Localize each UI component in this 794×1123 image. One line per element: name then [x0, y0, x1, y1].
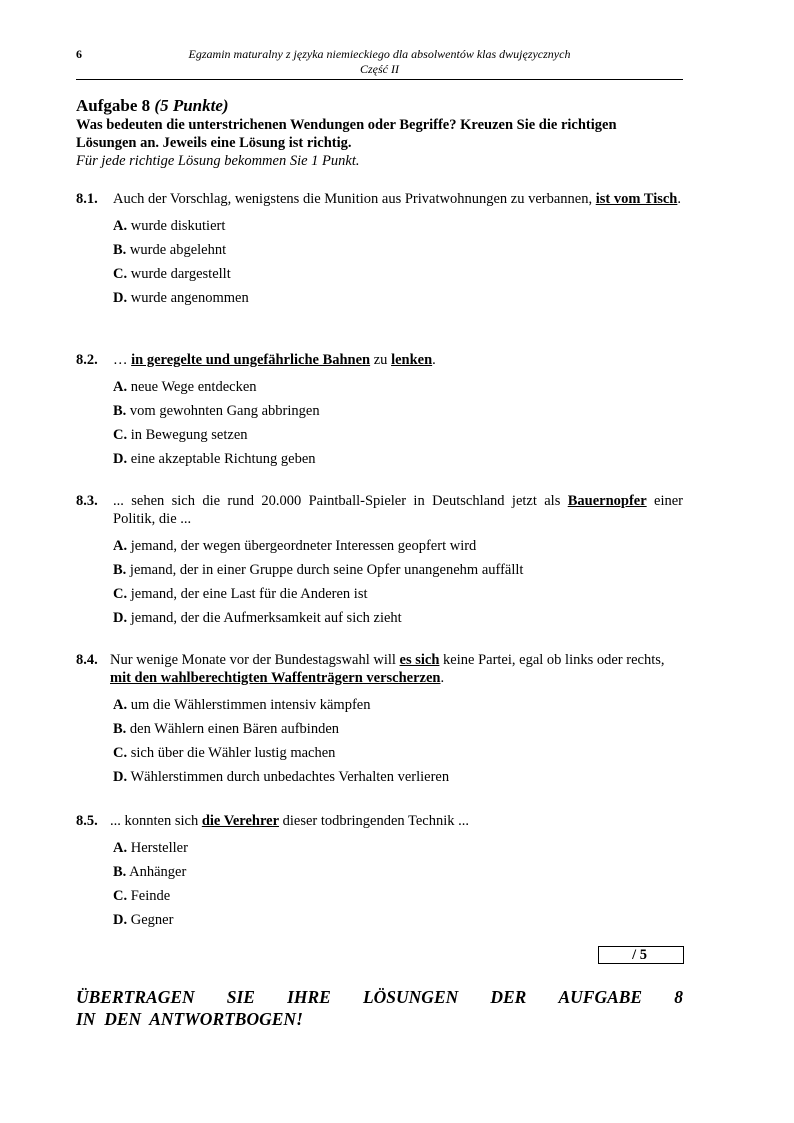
task-intro: [76, 96, 683, 170]
option-text: vom gewohnten Gang abbringen: [129, 403, 320, 419]
option-letter: B.: [113, 562, 127, 578]
option-letter: C.: [113, 745, 128, 761]
option-letter: A.: [113, 840, 128, 856]
option-letter: C.: [113, 427, 128, 443]
answer-options: [76, 537, 683, 633]
answer-options: [76, 217, 683, 313]
option-letter: A.: [113, 538, 128, 554]
stem-text: zu: [370, 352, 392, 368]
transfer-word: IHRE: [287, 987, 331, 1007]
underlined-phrase: in geregelte und ungefährliche Bahnen: [131, 352, 371, 368]
option-a[interactable]: [113, 537, 683, 561]
option-text: Wählerstimmen durch unbedachtes Verhalten verlieren: [130, 769, 450, 785]
transfer-word: SIE: [226, 987, 255, 1007]
option-letter: D.: [113, 290, 128, 306]
option-text: Hersteller: [130, 840, 188, 856]
question-stem: [76, 812, 683, 830]
option-text: jemand, der in einer Gruppe durch seine Opfer unangenehm auffällt: [129, 562, 524, 578]
stem-text: Auch der Vorschlag, wenigstens die Munition aus Privatwohnungen zu verbannen,: [113, 191, 596, 207]
option-text: Feinde: [130, 888, 171, 904]
option-letter: A.: [113, 379, 128, 395]
option-letter: C.: [113, 266, 128, 282]
option-text: in Bewegung setzen: [130, 427, 248, 443]
transfer-instruction: [76, 986, 683, 1030]
question-8-3: [76, 492, 683, 633]
stem-text: .: [440, 670, 445, 686]
option-letter: D.: [113, 451, 128, 467]
option-a[interactable]: [113, 217, 683, 241]
option-text: Gegner: [130, 912, 174, 928]
stem-text: ... konnten sich: [110, 813, 202, 829]
option-b[interactable]: [113, 402, 683, 426]
option-text: jemand, der eine Last für die Anderen ist: [130, 586, 368, 602]
stem-text: Nur wenige Monate vor der Bundestagswahl will: [110, 652, 400, 668]
option-text: neue Wege entdecken: [130, 379, 257, 395]
option-letter: B.: [113, 864, 127, 880]
option-a[interactable]: [113, 378, 683, 402]
stem-text: ... sehen sich die rund 20.000 Paintball-Spieler in Deutschland jetzt als: [113, 493, 568, 509]
question-stem: [76, 190, 683, 208]
option-text: jemand, der wegen übergeordneter Interessen geopfert wird: [130, 538, 477, 554]
transfer-word: DER: [490, 987, 527, 1007]
option-c[interactable]: [113, 585, 683, 609]
option-text: wurde diskutiert: [130, 218, 226, 234]
stem-text: dieser todbringenden Technik ...: [279, 813, 470, 829]
option-d[interactable]: [113, 609, 683, 633]
stem-text: keine Partei, egal ob links oder rechts,: [439, 652, 665, 668]
option-c[interactable]: [113, 426, 683, 450]
exam-title-line1: Egzamin maturalny z języka niemieckiego dla absolwentów klas dwujęzycznych: [188, 47, 571, 61]
option-d[interactable]: [113, 289, 683, 313]
question-8-5: [76, 812, 683, 935]
question-stem: [76, 651, 683, 687]
option-text: den Wählern einen Bären aufbinden: [129, 721, 340, 737]
option-c[interactable]: [113, 887, 683, 911]
question-8-1: [76, 190, 683, 313]
option-text: wurde angenommen: [130, 290, 249, 306]
question-number: 8.4.: [76, 652, 98, 668]
task-title-text: Aufgabe 8: [76, 96, 151, 115]
option-letter: D.: [113, 769, 128, 785]
option-text: jemand, der die Aufmerksamkeit auf sich zieht: [130, 610, 402, 626]
option-b[interactable]: [113, 863, 683, 887]
question-stem: [76, 351, 683, 369]
option-letter: A.: [113, 697, 128, 713]
underlined-phrase: die Verehrer: [201, 813, 280, 829]
option-text: sich über die Wähler lustig machen: [130, 745, 336, 761]
option-letter: B.: [113, 403, 127, 419]
task-note: Für jede richtige Lösung bekommen Sie 1 Punkt.: [76, 153, 360, 169]
transfer-word: AUFGABE: [558, 987, 643, 1007]
transfer-word: 8: [674, 987, 683, 1007]
option-text: um die Wählerstimmen intensiv kämpfen: [130, 697, 371, 713]
option-d[interactable]: [113, 768, 683, 792]
option-text: eine akzeptable Richtung geben: [130, 451, 316, 467]
transfer-line1: [76, 986, 683, 1008]
underlined-phrase: lenken: [391, 352, 433, 368]
option-a[interactable]: [113, 696, 683, 720]
option-letter: A.: [113, 218, 128, 234]
option-b[interactable]: [113, 241, 683, 265]
question-number: 8.1.: [76, 191, 98, 207]
underlined-phrase: Bauernopfer: [567, 493, 647, 509]
option-letter: D.: [113, 912, 128, 928]
option-letter: B.: [113, 242, 127, 258]
task-title: [76, 96, 683, 116]
option-text: Anhänger: [129, 864, 187, 880]
answer-options: [76, 378, 683, 474]
option-c[interactable]: [113, 744, 683, 768]
page-header: [76, 47, 683, 80]
question-number: 8.3.: [76, 493, 98, 509]
question-number: 8.5.: [76, 813, 98, 829]
option-text: wurde dargestellt: [130, 266, 231, 282]
transfer-word: ÜBERTRAGEN: [76, 987, 195, 1007]
option-d[interactable]: [113, 450, 683, 474]
transfer-word: LÖSUNGEN: [362, 987, 459, 1007]
answer-options: [76, 839, 683, 935]
question-8-2: [76, 351, 683, 474]
task-instruction: [76, 116, 683, 152]
option-letter: C.: [113, 586, 128, 602]
option-a[interactable]: [113, 839, 683, 863]
option-b[interactable]: [113, 720, 683, 744]
question-number: 8.2.: [76, 352, 98, 368]
score-box: / 5: [598, 946, 684, 964]
task-instruction-line1: Was bedeuten die unterstrichenen Wendungen oder Begriffe? Kreuzen Sie die richtigen: [76, 117, 617, 133]
option-letter: C.: [113, 888, 128, 904]
exam-title: [76, 47, 683, 77]
task-points: (5 Punkte): [154, 96, 229, 115]
option-b[interactable]: [113, 561, 683, 585]
option-d[interactable]: [113, 911, 683, 935]
task-instruction-line2: Lösungen an. Jeweils eine Lösung ist richtig.: [76, 135, 352, 151]
transfer-line2: IN DEN ANTWORTBOGEN!: [76, 1009, 303, 1029]
underlined-phrase: mit den wahlberechtigten Waffenträgern verscherzen: [110, 670, 441, 686]
option-letter: B.: [113, 721, 127, 737]
stem-text: .: [677, 191, 681, 207]
underlined-phrase: es sich: [399, 652, 440, 668]
answer-options: [76, 696, 683, 792]
stem-text: …: [113, 352, 132, 368]
underlined-phrase: ist vom Tisch: [595, 191, 678, 207]
option-c[interactable]: [113, 265, 683, 289]
stem-text: .: [432, 352, 436, 368]
option-letter: D.: [113, 610, 128, 626]
question-stem: [76, 492, 683, 528]
page-number: 6: [76, 47, 82, 61]
option-text: wurde abgelehnt: [129, 242, 227, 258]
question-8-4: [76, 651, 683, 792]
stem-text: einer Politik, die ...: [113, 493, 684, 527]
exam-title-line2: Część II: [360, 62, 399, 76]
